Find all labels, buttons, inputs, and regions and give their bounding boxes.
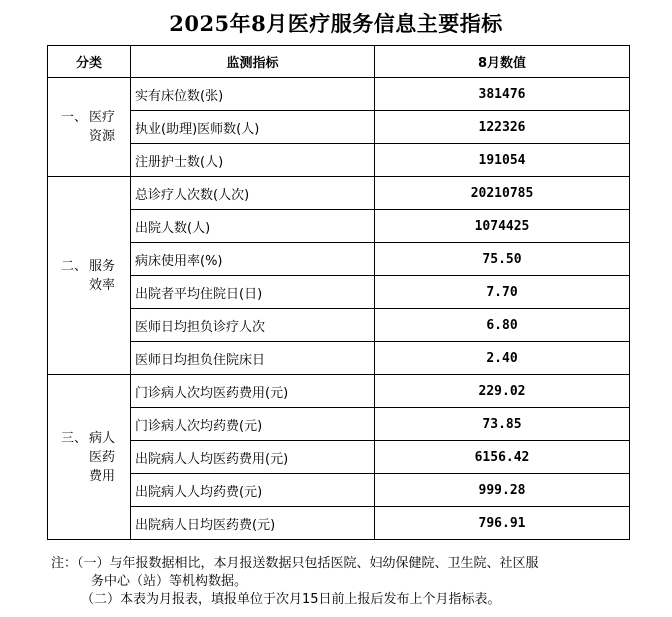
table-row xyxy=(48,144,630,177)
indicator-cell: 出院病人人均药费(元) xyxy=(131,474,375,507)
note-2: （二）本表为月报表，填报单位于次月15日前上报后发布上个月指标表。 xyxy=(81,592,501,607)
value-cell: 1074425 xyxy=(375,210,630,243)
table-body xyxy=(48,78,630,540)
header-indicator: 监测指标 xyxy=(131,46,375,78)
value-cell: 122326 xyxy=(375,111,630,144)
indicator-cell: 出院病人人均医药费用(元) xyxy=(131,441,375,474)
header-category: 分类 xyxy=(48,46,131,78)
value-cell: 75.50 xyxy=(375,243,630,276)
indicator-cell: 门诊病人次均医药费用(元) xyxy=(131,375,375,408)
value-cell: 381476 xyxy=(375,78,630,111)
table-row xyxy=(48,375,630,408)
indicator-cell: 门诊病人次均药费(元) xyxy=(131,408,375,441)
table-row xyxy=(48,243,630,276)
indicator-cell: 出院者平均住院日(日) xyxy=(131,276,375,309)
note-1 xyxy=(51,555,641,573)
indicator-cell: 总诊疗人次数(人次) xyxy=(131,177,375,210)
table-row xyxy=(48,78,630,111)
category-label: 病人医药费用 xyxy=(88,430,115,484)
value-cell: 796.91 xyxy=(375,507,630,540)
table-row xyxy=(48,507,630,540)
value-cell: 229.02 xyxy=(375,375,630,408)
category-label: 服务效率 xyxy=(88,258,115,293)
table-row xyxy=(48,474,630,507)
indicator-cell: 出院人数(人) xyxy=(131,210,375,243)
indicator-table xyxy=(47,45,630,540)
indicator-cell: 医师日均担负诊疗人次 xyxy=(131,309,375,342)
category-cell xyxy=(48,375,131,540)
indicator-cell: 实有床位数(张) xyxy=(131,78,375,111)
value-cell: 6.80 xyxy=(375,309,630,342)
value-cell: 20210785 xyxy=(375,177,630,210)
table-row xyxy=(48,111,630,144)
indicator-cell: 执业(助理)医师数(人) xyxy=(131,111,375,144)
table-header-row xyxy=(48,46,630,78)
table-row xyxy=(48,441,630,474)
indicator-cell: 注册护士数(人) xyxy=(131,144,375,177)
table-row xyxy=(48,309,630,342)
category-number: 三、 xyxy=(60,430,87,446)
indicator-cell: 病床使用率(%) xyxy=(131,243,375,276)
note-label: 注： xyxy=(51,556,78,571)
category-cell xyxy=(48,177,131,375)
category-number: 二、 xyxy=(60,258,87,274)
value-cell: 7.70 xyxy=(375,276,630,309)
value-cell: 999.28 xyxy=(375,474,630,507)
value-cell: 6156.42 xyxy=(375,441,630,474)
value-cell: 2.40 xyxy=(375,342,630,375)
indicator-cell: 医师日均担负住院床日 xyxy=(131,342,375,375)
category-number: 一、 xyxy=(60,110,87,125)
table-row xyxy=(48,342,630,375)
page-title: 2025年8月医疗服务信息主要指标 xyxy=(169,11,503,36)
note-1-text: （一）与年报数据相比，本月报送数据只包括医院、妇幼保健院、卫生院、社区服 xyxy=(77,556,539,571)
notes xyxy=(51,555,641,609)
value-cell: 191054 xyxy=(375,144,630,177)
table-row xyxy=(48,408,630,441)
category-cell xyxy=(48,78,131,177)
table-row xyxy=(48,276,630,309)
header-value: 8月数值 xyxy=(375,46,630,78)
table-row xyxy=(48,177,630,210)
table-row xyxy=(48,210,630,243)
indicator-cell: 出院病人日均医药费(元) xyxy=(131,507,375,540)
note-1-continued: 务中心（站）等机构数据。 xyxy=(91,574,248,589)
value-cell: 73.85 xyxy=(375,408,630,441)
category-label: 医疗资源 xyxy=(88,110,115,144)
